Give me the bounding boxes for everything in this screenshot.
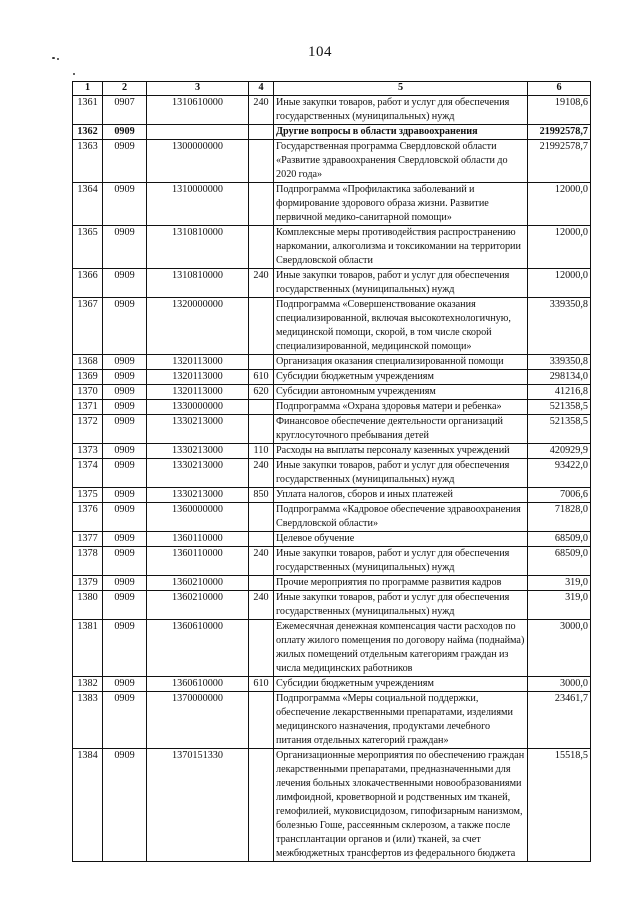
table-row bbox=[73, 532, 591, 547]
section-code-cell: 0909 bbox=[103, 370, 147, 385]
amount-cell: 420929,9 bbox=[528, 444, 591, 459]
table-row bbox=[73, 298, 591, 355]
row-number-cell: 1376 bbox=[73, 503, 103, 532]
table-row bbox=[73, 692, 591, 749]
amount-cell: 3000,0 bbox=[528, 620, 591, 677]
row-number-cell: 1375 bbox=[73, 488, 103, 503]
table-row bbox=[73, 576, 591, 591]
target-code-cell: 1360610000 bbox=[147, 620, 249, 677]
section-code-cell: 0909 bbox=[103, 677, 147, 692]
header-col-2: 2 bbox=[103, 82, 147, 96]
target-code-cell: 1310810000 bbox=[147, 226, 249, 269]
target-code-cell: 1330213000 bbox=[147, 459, 249, 488]
item-name-cell: Комплексные меры противодействия распространению наркомании, алкоголизма и токсикомании на территории Свердловской области bbox=[274, 226, 528, 269]
page-number: 104 bbox=[308, 44, 332, 60]
target-code-cell: 1330213000 bbox=[147, 415, 249, 444]
expense-type-cell: 240 bbox=[249, 547, 274, 576]
section-code-cell: 0909 bbox=[103, 692, 147, 749]
section-code-cell: 0909 bbox=[103, 532, 147, 547]
item-name-cell: Организация оказания специализированной помощи bbox=[274, 355, 528, 370]
amount-cell: 21992578,7 bbox=[528, 140, 591, 183]
expense-type-cell bbox=[249, 415, 274, 444]
header-col-1: 1 bbox=[73, 82, 103, 96]
section-code-cell: 0909 bbox=[103, 547, 147, 576]
item-name-cell: Подпрограмма «Меры социальной поддержки, обеспечение лекарственными препаратами, изделиями медицинского назначения, продуктами лечебного питания отдельных категорий граждан» bbox=[274, 692, 528, 749]
target-code-cell: 1370151330 bbox=[147, 749, 249, 862]
table-row bbox=[73, 591, 591, 620]
row-number-cell: 1384 bbox=[73, 749, 103, 862]
expense-type-cell: 610 bbox=[249, 370, 274, 385]
amount-cell: 319,0 bbox=[528, 576, 591, 591]
section-code-cell: 0909 bbox=[103, 269, 147, 298]
target-code-cell: 1360610000 bbox=[147, 677, 249, 692]
item-name-cell: Субсидии бюджетным учреждениям bbox=[274, 677, 528, 692]
table-row bbox=[73, 459, 591, 488]
section-code-cell: 0909 bbox=[103, 415, 147, 444]
table-row bbox=[73, 547, 591, 576]
table-row bbox=[73, 620, 591, 677]
row-number-cell: 1368 bbox=[73, 355, 103, 370]
target-code-cell: 1360110000 bbox=[147, 547, 249, 576]
item-name-cell: Ежемесячная денежная компенсация части расходов по оплату жилого помещения по договору найма (поднайма) жилых помещений отдельным категориям граждан из числа медицинских работников bbox=[274, 620, 528, 677]
section-code-cell: 0909 bbox=[103, 503, 147, 532]
item-name-cell: Государственная программа Свердловской области «Развитие здравоохранения Свердловской области до 2020 года» bbox=[274, 140, 528, 183]
item-name-cell: Подпрограмма «Профилактика заболеваний и формирование здорового образа жизни. Развитие первичной медико-санитарной помощи» bbox=[274, 183, 528, 226]
item-name-cell: Другие вопросы в области здравоохранения bbox=[274, 125, 528, 140]
expense-type-cell bbox=[249, 125, 274, 140]
scan-speck bbox=[57, 58, 59, 60]
row-number-cell: 1364 bbox=[73, 183, 103, 226]
amount-cell: 339350,8 bbox=[528, 355, 591, 370]
table-row bbox=[73, 415, 591, 444]
table-row bbox=[73, 385, 591, 400]
section-code-cell: 0909 bbox=[103, 591, 147, 620]
amount-cell: 521358,5 bbox=[528, 415, 591, 444]
section-code-cell: 0909 bbox=[103, 749, 147, 862]
expense-type-cell bbox=[249, 503, 274, 532]
row-number-cell: 1378 bbox=[73, 547, 103, 576]
row-number-cell: 1383 bbox=[73, 692, 103, 749]
amount-cell: 23461,7 bbox=[528, 692, 591, 749]
table-row bbox=[73, 444, 591, 459]
row-number-cell: 1379 bbox=[73, 576, 103, 591]
target-code-cell: 1360210000 bbox=[147, 591, 249, 620]
target-code-cell bbox=[147, 125, 249, 140]
row-number-cell: 1365 bbox=[73, 226, 103, 269]
row-number-cell: 1373 bbox=[73, 444, 103, 459]
expense-type-cell bbox=[249, 620, 274, 677]
target-code-cell: 1300000000 bbox=[147, 140, 249, 183]
row-number-cell: 1382 bbox=[73, 677, 103, 692]
header-col-3: 3 bbox=[147, 82, 249, 96]
section-code-cell: 0907 bbox=[103, 96, 147, 125]
section-code-cell: 0909 bbox=[103, 620, 147, 677]
target-code-cell: 1320113000 bbox=[147, 385, 249, 400]
amount-cell: 12000,0 bbox=[528, 183, 591, 226]
section-code-cell: 0909 bbox=[103, 298, 147, 355]
amount-cell: 68509,0 bbox=[528, 532, 591, 547]
target-code-cell: 1360110000 bbox=[147, 532, 249, 547]
section-code-cell: 0909 bbox=[103, 183, 147, 226]
item-name-cell: Финансовое обеспечение деятельности организаций круглосуточного пребывания детей bbox=[274, 415, 528, 444]
item-name-cell: Иные закупки товаров, работ и услуг для обеспечения государственных (муниципальных) нужд bbox=[274, 96, 528, 125]
target-code-cell: 1310000000 bbox=[147, 183, 249, 226]
expense-type-cell bbox=[249, 532, 274, 547]
amount-cell: 19108,6 bbox=[528, 96, 591, 125]
item-name-cell: Иные закупки товаров, работ и услуг для обеспечения государственных (муниципальных) нужд bbox=[274, 547, 528, 576]
table-row bbox=[73, 400, 591, 415]
scan-speck bbox=[52, 57, 55, 59]
expense-type-cell: 610 bbox=[249, 677, 274, 692]
section-code-cell: 0909 bbox=[103, 488, 147, 503]
expense-type-cell: 240 bbox=[249, 269, 274, 298]
row-number-cell: 1377 bbox=[73, 532, 103, 547]
expense-type-cell: 620 bbox=[249, 385, 274, 400]
row-number-cell: 1363 bbox=[73, 140, 103, 183]
item-name-cell: Иные закупки товаров, работ и услуг для обеспечения государственных (муниципальных) нужд bbox=[274, 269, 528, 298]
row-number-cell: 1380 bbox=[73, 591, 103, 620]
target-code-cell: 1320000000 bbox=[147, 298, 249, 355]
table-row bbox=[73, 226, 591, 269]
header-col-4: 4 bbox=[249, 82, 274, 96]
row-number-cell: 1374 bbox=[73, 459, 103, 488]
expense-type-cell bbox=[249, 226, 274, 269]
row-number-cell: 1371 bbox=[73, 400, 103, 415]
expense-type-cell: 240 bbox=[249, 96, 274, 125]
amount-cell: 319,0 bbox=[528, 591, 591, 620]
amount-cell: 521358,5 bbox=[528, 400, 591, 415]
amount-cell: 298134,0 bbox=[528, 370, 591, 385]
table-row bbox=[73, 355, 591, 370]
expense-type-cell bbox=[249, 355, 274, 370]
row-number-cell: 1367 bbox=[73, 298, 103, 355]
table-row bbox=[73, 503, 591, 532]
section-code-cell: 0909 bbox=[103, 459, 147, 488]
expense-type-cell: 240 bbox=[249, 459, 274, 488]
item-name-cell: Подпрограмма «Кадровое обеспечение здравоохранения Свердловской области» bbox=[274, 503, 528, 532]
expense-type-cell bbox=[249, 400, 274, 415]
expense-type-cell bbox=[249, 183, 274, 226]
amount-cell: 41216,8 bbox=[528, 385, 591, 400]
amount-cell: 68509,0 bbox=[528, 547, 591, 576]
amount-cell: 93422,0 bbox=[528, 459, 591, 488]
table-header-row bbox=[73, 82, 591, 96]
amount-cell: 12000,0 bbox=[528, 226, 591, 269]
item-name-cell: Расходы на выплаты персоналу казенных учреждений bbox=[274, 444, 528, 459]
section-code-cell: 0909 bbox=[103, 385, 147, 400]
item-name-cell: Прочие мероприятия по программе развития кадров bbox=[274, 576, 528, 591]
expense-type-cell: 240 bbox=[249, 591, 274, 620]
header-col-5: 5 bbox=[274, 82, 528, 96]
expense-type-cell bbox=[249, 749, 274, 862]
table-row bbox=[73, 749, 591, 862]
row-number-cell: 1362 bbox=[73, 125, 103, 140]
section-code-cell: 0909 bbox=[103, 444, 147, 459]
expense-type-cell bbox=[249, 298, 274, 355]
expense-type-cell bbox=[249, 140, 274, 183]
target-code-cell: 1360210000 bbox=[147, 576, 249, 591]
scan-speck bbox=[73, 73, 75, 75]
section-code-cell: 0909 bbox=[103, 140, 147, 183]
section-code-cell: 0909 bbox=[103, 355, 147, 370]
amount-cell: 339350,8 bbox=[528, 298, 591, 355]
expense-type-cell: 850 bbox=[249, 488, 274, 503]
table-row bbox=[73, 140, 591, 183]
target-code-cell: 1310810000 bbox=[147, 269, 249, 298]
table-row bbox=[73, 96, 591, 125]
amount-cell: 7006,6 bbox=[528, 488, 591, 503]
section-code-cell: 0909 bbox=[103, 400, 147, 415]
section-code-cell: 0909 bbox=[103, 125, 147, 140]
item-name-cell: Целевое обучение bbox=[274, 532, 528, 547]
table-row bbox=[73, 269, 591, 298]
row-number-cell: 1366 bbox=[73, 269, 103, 298]
row-number-cell: 1381 bbox=[73, 620, 103, 677]
row-number-cell: 1372 bbox=[73, 415, 103, 444]
target-code-cell: 1310610000 bbox=[147, 96, 249, 125]
target-code-cell: 1320113000 bbox=[147, 355, 249, 370]
expense-type-cell bbox=[249, 692, 274, 749]
amount-cell: 12000,0 bbox=[528, 269, 591, 298]
budget-table bbox=[72, 81, 591, 862]
target-code-cell: 1370000000 bbox=[147, 692, 249, 749]
expense-type-cell bbox=[249, 576, 274, 591]
table-row bbox=[73, 677, 591, 692]
row-number-cell: 1370 bbox=[73, 385, 103, 400]
target-code-cell: 1330000000 bbox=[147, 400, 249, 415]
item-name-cell: Иные закупки товаров, работ и услуг для обеспечения государственных (муниципальных) нужд bbox=[274, 591, 528, 620]
table-row bbox=[73, 488, 591, 503]
target-code-cell: 1360000000 bbox=[147, 503, 249, 532]
expense-type-cell: 110 bbox=[249, 444, 274, 459]
row-number-cell: 1369 bbox=[73, 370, 103, 385]
section-code-cell: 0909 bbox=[103, 226, 147, 269]
target-code-cell: 1330213000 bbox=[147, 444, 249, 459]
amount-cell: 3000,0 bbox=[528, 677, 591, 692]
table-row bbox=[73, 183, 591, 226]
item-name-cell: Иные закупки товаров, работ и услуг для обеспечения государственных (муниципальных) нужд bbox=[274, 459, 528, 488]
table-row bbox=[73, 125, 591, 140]
section-code-cell: 0909 bbox=[103, 576, 147, 591]
item-name-cell: Уплата налогов, сборов и иных платежей bbox=[274, 488, 528, 503]
target-code-cell: 1330213000 bbox=[147, 488, 249, 503]
header-col-6: 6 bbox=[528, 82, 591, 96]
amount-cell: 21992578,7 bbox=[528, 125, 591, 140]
table-row bbox=[73, 370, 591, 385]
amount-cell: 71828,0 bbox=[528, 503, 591, 532]
item-name-cell: Организационные мероприятия по обеспечению граждан лекарственными препаратами, предназначенными для лечения больных злокачественными новообразованиями лимфоидной, кроветворной и родственных им тканей, гемофилией, муковисцидозом, гипофизарным нанизмом, болезнью Гоше, рассеянным склерозом, а также после трансплантации органов и (или) тканей, за счет межбюджетных трансфертов из федерального бюджета bbox=[274, 749, 528, 862]
item-name-cell: Субсидии бюджетным учреждениям bbox=[274, 370, 528, 385]
target-code-cell: 1320113000 bbox=[147, 370, 249, 385]
amount-cell: 15518,5 bbox=[528, 749, 591, 862]
item-name-cell: Подпрограмма «Охрана здоровья матери и ребенка» bbox=[274, 400, 528, 415]
row-number-cell: 1361 bbox=[73, 96, 103, 125]
item-name-cell: Субсидии автономным учреждениям bbox=[274, 385, 528, 400]
item-name-cell: Подпрограмма «Совершенствование оказания специализированной, включая высокотехнологичную, медицинской помощи, скорой, в том числе скорой специализированной, медицинской помощи» bbox=[274, 298, 528, 355]
